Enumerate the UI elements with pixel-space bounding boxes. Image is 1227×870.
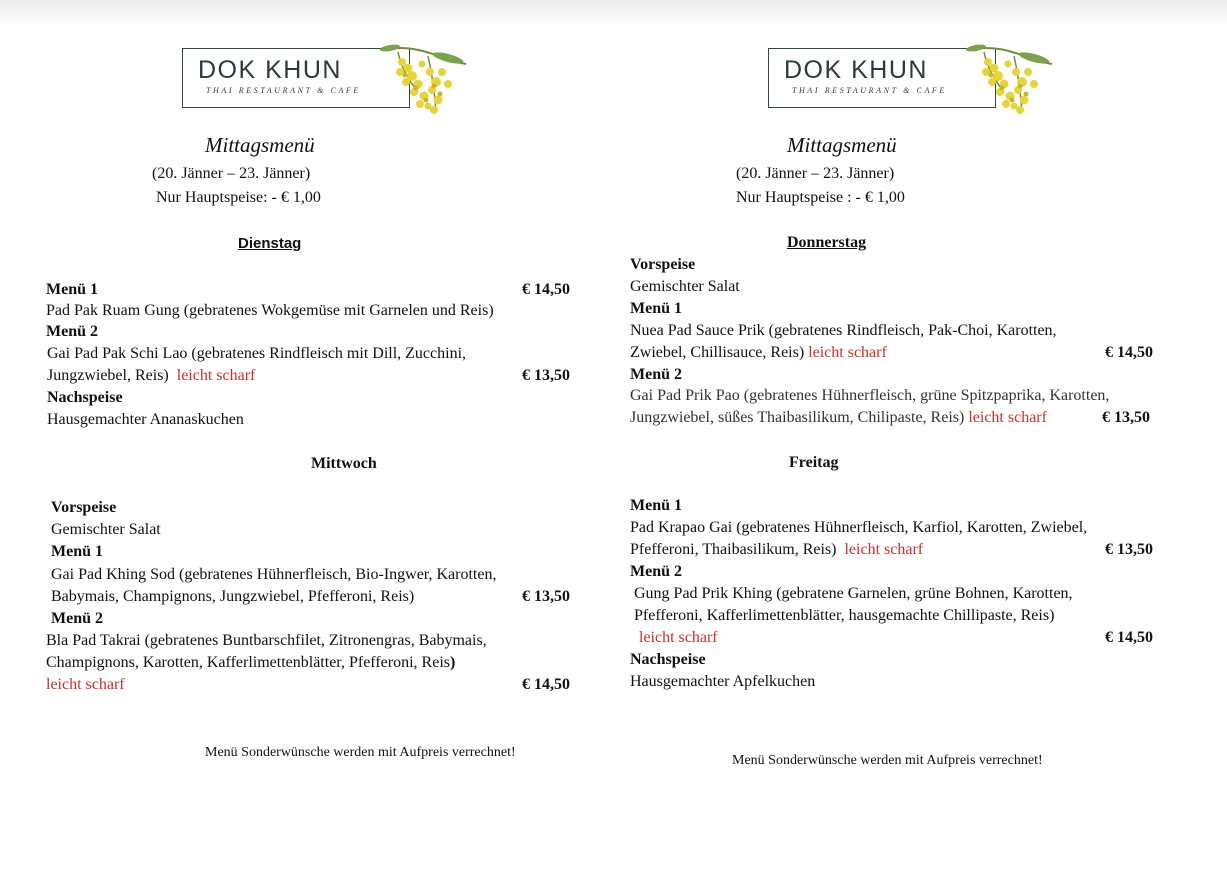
menu1-desc-line1-mittwoch: Gai Pad Khing Sod (gebratenes Hühnerfleisch, Bio-Ingwer, Karotten, — [51, 566, 497, 583]
logo-name: DOK KHUN — [198, 56, 342, 84]
date-range-right: (20. Jänner – 23. Jänner) — [736, 165, 895, 182]
footer-note-right: Menü Sonderwünsche werden mit Aufpreis verrechnet! — [732, 753, 1043, 768]
spicy-label: leicht scharf — [808, 344, 887, 361]
menu2-desc-line1-mittwoch: Bla Pad Takrai (gebratenes Buntbarschfilet, Zitronengras, Babymais, — [46, 632, 487, 649]
menu2-price-donnerstag: € 13,50 — [1102, 409, 1150, 426]
menu2-label-dienstag: Menü 2 — [46, 323, 98, 340]
spicy-label: leicht scharf — [176, 367, 256, 384]
menu2-price-mittwoch: € 14,50 — [522, 676, 570, 693]
closing-paren: ) — [450, 654, 456, 671]
menu2-desc-line1-donnerstag: Gai Pad Prik Pao (gebratenes Hühnerfleisch, grüne Spitzpaprika, Karotten, — [630, 387, 1110, 404]
menu1-desc-line2-freitag — [630, 540, 923, 560]
menu-title-left: Mittagsmenü — [205, 133, 315, 157]
dessert-label-dienstag: Nachspeise — [47, 389, 123, 406]
spicy-label: leicht scharf — [844, 541, 924, 558]
menu1-desc-dienstag: Pad Pak Ruam Gung (gebratenes Wokgemüse mit Garnelen und Reis) — [46, 302, 494, 319]
menu2-label-mittwoch: Menü 2 — [51, 610, 103, 627]
logo-name: DOK KHUN — [784, 56, 928, 84]
menu2-desc-line1-freitag: Gung Pad Prik Khing (gebratene Garnelen, grüne Bohnen, Karotten, — [634, 585, 1073, 602]
menu2-price-freitag: € 14,50 — [1105, 629, 1153, 646]
day-heading-freitag: Freitag — [789, 454, 839, 471]
menu2-desc-text: Champignons, Karotten, Kafferlimettenblätter, Pfefferoni, Reis — [46, 654, 450, 671]
menu2-desc-line2-freitag: Pfefferoni, Kafferlimettenblätter, hausgemachte Chillipaste, Reis) — [634, 607, 1055, 624]
menu2-price-dienstag: € 13,50 — [522, 367, 570, 384]
mimosa-flowers-icon — [378, 42, 470, 122]
spicy-label-freitag: leicht scharf — [639, 629, 718, 646]
starter-label-donnerstag: Vorspeise — [630, 256, 696, 273]
menu2-desc-text: Jungzwiebel, süßes Thaibasilikum, Chilipaste, Reis) — [630, 409, 965, 426]
menu1-desc-line1-donnerstag: Nuea Pad Sauce Prik (gebratenes Rindfleisch, Pak-Choi, Karotten, — [630, 322, 1057, 339]
menu2-desc-line2-donnerstag — [630, 408, 1047, 428]
dessert-freitag: Hausgemachter Apfelkuchen — [630, 673, 816, 690]
page-top-shadow — [0, 0, 1227, 26]
menu1-desc-text: Pfefferoni, Thaibasilikum, Reis) — [630, 541, 837, 558]
menu2-label-freitag: Menü 2 — [630, 563, 682, 580]
menu2-desc-line1-dienstag: Gai Pad Pak Schi Lao (gebratenes Rindfleisch mit Dill, Zucchini, — [47, 345, 467, 362]
spicy-label-mittwoch: leicht scharf — [46, 676, 125, 693]
menu1-desc-line2-mittwoch: Babymais, Champignons, Jungzwiebel, Pfefferoni, Reis) — [51, 588, 415, 605]
menu2-label-donnerstag: Menü 2 — [630, 366, 682, 383]
starter-label-mittwoch: Vorspeise — [51, 499, 117, 516]
logo-subtitle: THAI RESTAURANT & CAFE — [206, 86, 361, 95]
menu1-desc-line2-donnerstag — [630, 343, 887, 363]
spicy-label: leicht scharf — [968, 409, 1047, 426]
day-heading-dienstag: Dienstag — [238, 235, 302, 252]
menu2-desc-line2-dienstag — [47, 366, 255, 386]
restaurant-logo-right — [768, 42, 1058, 122]
dessert-label-freitag: Nachspeise — [630, 651, 706, 668]
menu1-price-donnerstag: € 14,50 — [1105, 344, 1153, 361]
menu1-label-freitag: Menü 1 — [630, 497, 682, 514]
footer-note-left: Menü Sonderwünsche werden mit Aufpreis verrechnet! — [205, 745, 516, 760]
menu1-label-mittwoch: Menü 1 — [51, 543, 103, 560]
menu1-price-freitag: € 13,50 — [1105, 541, 1153, 558]
menu2-desc-line2-mittwoch — [46, 653, 455, 673]
day-heading-donnerstag: Donnerstag — [787, 234, 867, 251]
menu-title-right: Mittagsmenü — [787, 133, 897, 157]
menu1-desc-line1-freitag: Pad Krapao Gai (gebratenes Hühnerfleisch, Karfiol, Karotten, Zwiebel, — [630, 519, 1088, 536]
logo-subtitle: THAI RESTAURANT & CAFE — [792, 86, 947, 95]
menu1-price-mittwoch: € 13,50 — [522, 588, 570, 605]
mimosa-flowers-icon — [964, 42, 1056, 122]
menu1-desc-text: Zwiebel, Chillisauce, Reis) — [630, 344, 805, 361]
date-range-left: (20. Jänner – 23. Jänner) — [152, 165, 311, 182]
restaurant-logo-left — [182, 42, 472, 122]
main-course-only-note-right: Nur Hauptspeise : - € 1,00 — [736, 189, 905, 206]
dessert-dienstag: Hausgemachter Ananaskuchen — [47, 411, 244, 428]
starter-mittwoch: Gemischter Salat — [51, 521, 161, 538]
menu1-label-dienstag: Menü 1 — [46, 281, 98, 298]
starter-donnerstag: Gemischter Salat — [630, 278, 740, 295]
menu1-price-dienstag: € 14,50 — [522, 281, 570, 298]
day-heading-mittwoch: Mittwoch — [311, 455, 377, 472]
main-course-only-note-left: Nur Hauptspeise: - € 1,00 — [156, 189, 321, 206]
menu2-desc-text: Jungzwiebel, Reis) — [47, 367, 169, 384]
menu1-label-donnerstag: Menü 1 — [630, 300, 682, 317]
